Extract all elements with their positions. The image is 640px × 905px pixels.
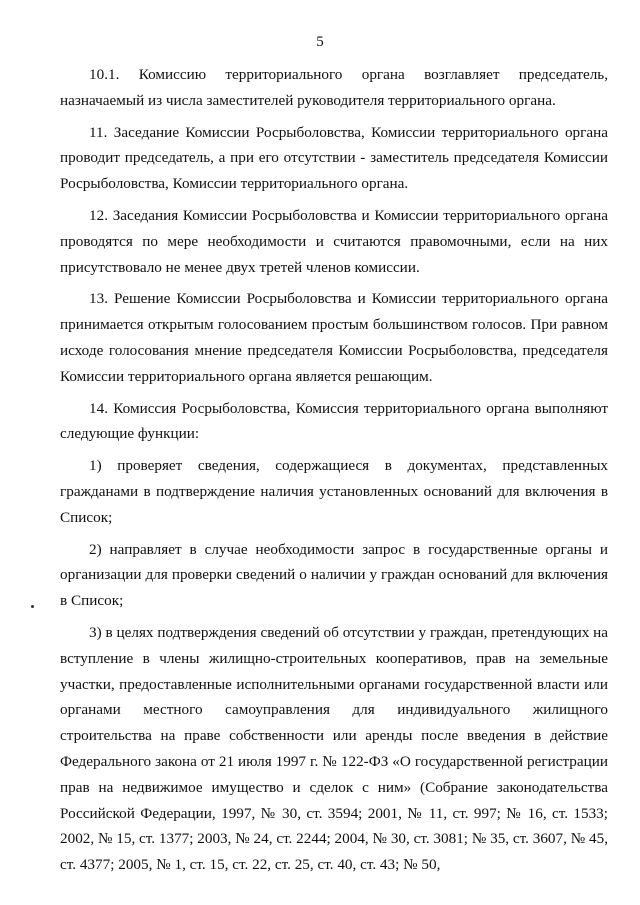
paragraph-14-item-3: 3) в целях подтверждения сведений об отсутствии у граждан, претендующих на вступление в члены жилищно-строительных кооперативов, прав на земельные участки, предоставленные исполнительными органами государственной власти или органами местного самоуправления для индивидуального жилищного строительства на праве собственности или аренды после введения в действие Федерального закона от 21 июля 1997 г. № 122-ФЗ «О государственной регистрации прав на недвижимое имущество и сделок с ним» (Собрание законодательства Российской Федерации, 1997, № 30, ст. 3594; 2001, № 11, ст. 997; № 16, ст. 1533; 2002, № 15, ст. 1377; 2003, № 24, ст. 2244; 2004, № 30, ст. 3081; № 35, ст. 3607, № 45, ст. 4377; 2005, № 1, ст. 15, ст. 22, ст. 25, ст. 40, ст. 43; № 50, bbox=[60, 623, 608, 874]
page-number: 5 bbox=[316, 34, 324, 50]
paragraph-11: 11. Заседание Комиссии Росрыболовства, Комиссии территориального органа проводит председатель, а при его отсутствии - заместитель председателя Комиссии Росрыболовства, Комиссии территориального органа. bbox=[60, 123, 608, 193]
scan-speck bbox=[31, 605, 34, 608]
paragraph-14-item-2: 2) направляет в случае необходимости запрос в государственные органы и организации для проверки сведений о наличии у граждан оснований для включения в Список; bbox=[60, 540, 608, 610]
paragraph-12: 12. Заседания Комиссии Росрыболовства и Комиссии территориального органа проводятся по мере необходимости и считаются правомочными, если на них присутствовало не менее двух третей членов комиссии. bbox=[60, 206, 608, 276]
paragraph-10-1: 10.1. Комиссию территориального органа возглавляет председатель, назначаемый из числа заместителей руководителя территориального органа. bbox=[60, 66, 608, 109]
paragraph-14-item-1: 1) проверяет сведения, содержащиеся в документах, представленных гражданами в подтверждение наличия установленных оснований для включения в Список; bbox=[60, 457, 608, 526]
document-body bbox=[60, 62, 608, 878]
paragraph-14: 14. Комиссия Росрыболовства, Комиссия территориального органа выполняют следующие функции: bbox=[60, 399, 608, 443]
paragraph-13: 13. Решение Комиссии Росрыболовства и Комиссии территориального органа принимается открытым голосованием простым большинством голосов. При равном исходе голосования мнение председателя Комиссии Росрыболовства, председателя Комиссии территориального органа является решающим. bbox=[60, 290, 608, 385]
